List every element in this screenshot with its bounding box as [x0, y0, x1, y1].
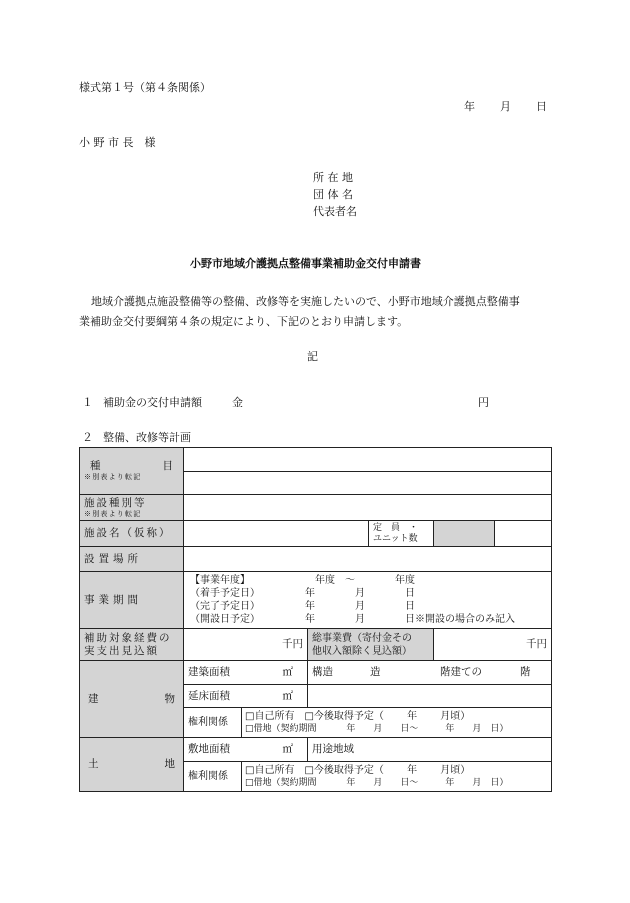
land-rights-line2: □借地（契約期間 年 月 日～ 年 月 日）: [245, 777, 509, 788]
date-day-label: 日: [536, 100, 547, 113]
building-rights-input[interactable]: [242, 708, 552, 738]
facility-name-input[interactable]: [184, 521, 434, 547]
cost-label-line1: 補助対象経費の: [84, 631, 172, 644]
document-title: 小野市地域介護拠点整備事業補助金交付申請書: [190, 257, 421, 270]
floors-prefix: 階建ての: [440, 666, 482, 678]
facility-type-input[interactable]: [184, 495, 552, 521]
row-location: [80, 547, 552, 572]
total-cost-input[interactable]: [434, 629, 552, 661]
building-rights-line2: □借地（契約期間 年 月 日～ 年 月 日）: [245, 723, 509, 734]
facility-name-label: 施設名（仮称）: [80, 521, 184, 547]
land-rights-line1: □自己所有 □今後取得予定（ 年 月頃）: [245, 764, 471, 776]
zoning-label: 用途地域: [312, 743, 354, 755]
site-area-unit: ㎡: [282, 743, 293, 755]
building-label-a: 建: [88, 692, 99, 705]
type-note: ※別表より転記: [84, 473, 142, 481]
capacity-label-box: [368, 521, 433, 546]
capacity-input[interactable]: [434, 521, 552, 547]
land-label-b: 地: [164, 758, 175, 770]
type-input-1[interactable]: [184, 448, 552, 472]
row-cost: [80, 629, 552, 661]
land-label-a: 土: [88, 758, 99, 770]
row-type: [80, 448, 552, 472]
zoning-input[interactable]: [308, 738, 552, 762]
building-header-cell: [80, 661, 184, 738]
location-input[interactable]: [184, 547, 552, 572]
period-label: 事業期間: [80, 572, 184, 629]
land-header-cell: [80, 738, 184, 792]
building-area-input[interactable]: [184, 661, 308, 685]
body-text-line2: 業補助金交付要綱第４条の規定により、下記のとおり申請します。: [79, 315, 409, 328]
floor-area-blank[interactable]: [308, 685, 552, 708]
org-name-label: 団 体 名: [313, 188, 353, 201]
date-year-label: 年: [464, 100, 475, 113]
item1-number: １: [82, 396, 93, 409]
row-site-area: [80, 738, 552, 762]
period-input[interactable]: [184, 572, 552, 629]
total-cost-unit: 千円: [526, 638, 548, 650]
cost-label-line2: 実支出見込額: [84, 644, 159, 657]
facility-type-note: ※別表より転記: [84, 509, 142, 518]
row-building-area: [80, 661, 552, 685]
capacity-label-line1: 定 員 ・: [373, 522, 419, 533]
type-header-cell: [80, 448, 184, 495]
item1-yen: 円: [478, 396, 489, 409]
site-area-label: 敷地面積: [188, 743, 230, 755]
form-number: 様式第１号（第４条関係）: [79, 81, 211, 94]
address-label: 所 在 地: [313, 171, 353, 184]
building-area-label: 建築面積: [188, 666, 230, 678]
total-cost-label-line2: 他収入額除く見込額）: [312, 645, 412, 657]
floor-area-input[interactable]: [184, 685, 308, 708]
representative-label: 代表者名: [313, 205, 357, 218]
item2-number: ２: [82, 431, 93, 444]
cost-label-cell: [80, 629, 184, 661]
body-text-line1: 地域介護拠点施設整備等の整備、改修等を実施したいので、小野市地域介護拠点整備事: [91, 295, 520, 308]
ki-heading: 記: [307, 350, 318, 363]
item1-kin: 金: [232, 396, 243, 409]
cost-input[interactable]: [184, 629, 308, 661]
period-line-open: （開設日予定） 年 月 日※開設の場合のみ記入: [190, 614, 515, 625]
addressee: 小 野 市 長 様: [79, 136, 156, 149]
row-facility-name: [80, 521, 552, 547]
date-month-label: 月: [500, 100, 511, 113]
item2-label: 整備、改修等計画: [103, 431, 191, 444]
building-rights-line1: □自己所有 □今後取得予定（ 年 月頃）: [245, 710, 471, 722]
row-period: [80, 572, 552, 629]
period-line-fiscal: 【事業年度】 年度 ～ 年度: [190, 575, 415, 586]
location-label: 設置場所: [80, 547, 184, 572]
structure-input[interactable]: [308, 661, 552, 685]
floor-area-unit: ㎡: [282, 689, 293, 702]
period-line-complete: （完了予定日） 年 月 日: [190, 601, 415, 612]
total-cost-label-line1: 総事業費（寄付金その: [312, 632, 412, 644]
type-input-2[interactable]: [184, 472, 552, 495]
floors-suffix: 階: [520, 666, 531, 678]
site-area-input[interactable]: [184, 738, 308, 762]
facility-type-header-cell: [80, 495, 184, 521]
period-line-start: （着手予定日） 年 月 日: [190, 588, 415, 599]
land-rights-input[interactable]: [242, 762, 552, 792]
item1-label: 補助金の交付申請額: [103, 396, 202, 409]
facility-type-label: 施設種別等: [84, 496, 147, 509]
plan-table: [79, 447, 552, 792]
building-area-unit: ㎡: [282, 666, 293, 678]
land-rights-label: 権利関係: [184, 762, 242, 792]
structure-label: 構造: [312, 666, 333, 678]
capacity-label-line2: ユニット数: [373, 533, 418, 544]
type-label-a: 種: [90, 460, 101, 472]
building-rights-label: 権利関係: [184, 708, 242, 738]
type-label-b: 目: [162, 460, 173, 472]
building-label-b: 物: [164, 692, 175, 705]
total-cost-label-cell: [308, 629, 434, 661]
capacity-shade: [434, 521, 495, 546]
floor-area-label: 延床面積: [188, 689, 230, 702]
cost-unit: 千円: [282, 638, 303, 650]
row-facility-type: [80, 495, 552, 521]
structure-zou: 造: [370, 666, 381, 678]
